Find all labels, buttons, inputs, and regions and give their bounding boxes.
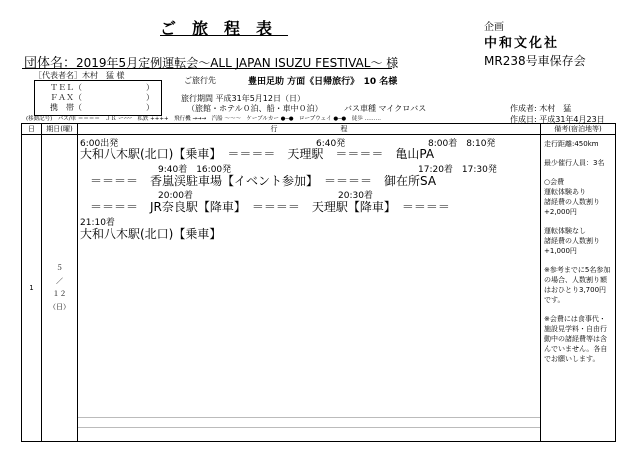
- time-label: 6:00出発: [80, 139, 119, 149]
- header-notes: 備考(宿泊地等): [541, 124, 616, 135]
- note-min-participants: 最少催行人員：3名: [544, 159, 605, 167]
- author: 作成者: 木村 猛: [510, 104, 572, 113]
- date-day: １２: [52, 290, 67, 298]
- table-row: [22, 135, 616, 442]
- bus-type: バス車種 マイクロバス: [344, 104, 427, 113]
- time-label: 6:40発: [316, 139, 346, 149]
- day-number: 1: [22, 135, 42, 442]
- group-label: 団体名：: [24, 56, 77, 71]
- group-name: 2019年5月定例運転会～ALL JAPAN ISUZU FESTIVAL～ 様: [76, 56, 399, 70]
- group-underline: [22, 68, 392, 69]
- date-month: ５: [56, 264, 63, 272]
- date-weekday: （日）: [49, 303, 70, 311]
- representative-name: ［代表者名］木村 猛 様: [34, 71, 125, 80]
- table-header-row: [22, 124, 616, 135]
- itinerary-cell: [78, 135, 541, 442]
- lodging-info: （旅館・ホテル０泊、船・車中０泊）: [187, 104, 323, 113]
- itinerary-line: ＝＝＝＝ 香嵐渓駐車場【イベント参加】 ＝＝＝＝ 御在所SA: [90, 174, 437, 188]
- time-label: 21:10着: [80, 218, 115, 228]
- destination-label: ご旅行先: [184, 76, 216, 85]
- note-exclusions: ※会費には食事代・施設見学料・自由行動中の諸経費等は含んでいません。各自でお願いします。: [544, 315, 608, 363]
- notes-cell: [541, 135, 616, 442]
- time-label: 20:00着: [158, 191, 193, 201]
- org-label: 企画: [484, 22, 504, 33]
- itinerary-line: 大和八木駅(北口)【乗車】: [80, 227, 222, 241]
- trip-period: 旅行期間 平成31年5月12日（日）: [181, 94, 305, 103]
- club-name: MR238号車保存会: [484, 54, 586, 68]
- itinerary-line: 大和八木駅(北口)【乗車】 ＝＝＝＝ 天理駅 ＝＝＝＝ 亀山PA: [80, 147, 435, 161]
- transport-legend: (移動記号) バス/車 ＝＝＝＝ ＪＲ ーｰｰｰ 私鉄 ++++ 飛行機 →→→ 汽船 ～～～ ケーブルカー ●─● ロープウェイ ●─● 徒歩 ………: [26, 116, 381, 122]
- date-cell: [42, 135, 78, 442]
- time-label: 20:30着: [338, 191, 373, 201]
- org-name: 中和文化社: [484, 36, 560, 51]
- blank-line: [78, 427, 540, 428]
- blank-line: [78, 417, 540, 418]
- destination-value: 豊田足助 方面《日帰旅行》 10 名様: [248, 77, 398, 87]
- itinerary-table: [21, 123, 616, 442]
- header-date: 期日(曜): [42, 124, 78, 135]
- tel-field: ＴＥＬ（ ）: [50, 83, 154, 92]
- time-label: 17:20着 17:30発: [418, 165, 497, 175]
- creation-date: 作成日: 平成31年4月23日: [510, 115, 605, 124]
- mobile-field: 携 帯（ ）: [50, 103, 154, 112]
- note-reference: ※参考までに5名参加の場合、人数割り額はおひとり3,700円です。: [544, 266, 611, 304]
- note-distance: 走行距離:450km: [544, 140, 599, 148]
- note-fee-without-driving: 運転体験なし 諸経費の人数割り +1,000円: [544, 227, 600, 255]
- note-fee-with-driving: ○会費 運転体験あり 諸経費の人数割り +2,000円: [544, 178, 600, 216]
- itinerary-line: ＝＝＝＝ JR奈良駅【降車】 ＝＝＝＝ 天理駅【降車】 ＝＝＝＝: [90, 200, 450, 214]
- header-day: 日: [22, 124, 42, 135]
- fax-field: ＦＡＸ（ ）: [50, 93, 154, 102]
- header-itinerary: 行 程: [78, 124, 541, 135]
- time-label: 8:00着 8:10発: [428, 139, 496, 149]
- date-slash: ／: [56, 277, 63, 285]
- page-title: ご旅程表: [160, 19, 289, 38]
- time-label: 9:40着 16:00発: [158, 165, 232, 175]
